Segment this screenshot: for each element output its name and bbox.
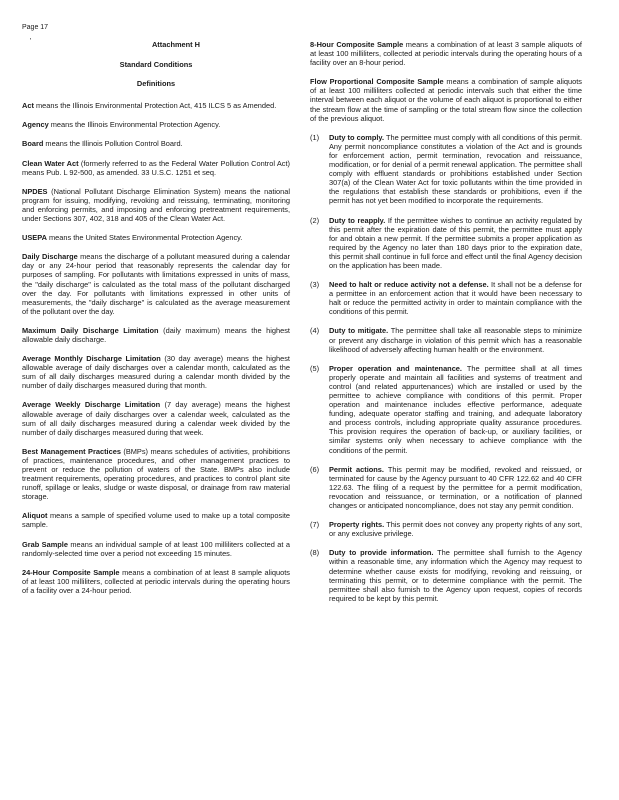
definition-paragraph: [22, 139, 290, 148]
definition-text: (formerly referred to as the Federal Water Pollution Control Act) means Pub. L 92-500, as amended. 33 U.S.C. 1251 et seq.: [22, 158, 290, 177]
condition-title: Duty to reapply.: [329, 215, 386, 225]
definition-paragraph: [22, 447, 290, 502]
condition-number: (8): [310, 548, 320, 558]
definition-term: 8-Hour Composite Sample: [310, 40, 404, 49]
condition-number: (6): [310, 464, 320, 474]
page-mark: ': [30, 38, 32, 45]
definition-text: (BMPs) means schedules of activities, prohibitions of practices, maintenance procedures, and other management practices to prevent or reduce the pollution of waters of the State. BMPs also include treatment requirements, operating procedures, and practices to control plant site runoff, spillage or leaks, sludge or waste disposal, or drainage from raw material storage.: [22, 446, 290, 502]
definition-text: means a combination of at least 8 sample aliquots of at least 100 milliliters, collected at periodic intervals during the operating hours of a facility over a 24-hour period.: [22, 567, 290, 595]
condition-title: Duty to comply.: [329, 132, 384, 142]
condition-title: Duty to mitigate.: [329, 326, 389, 336]
definition-term: 24-Hour Composite Sample: [22, 567, 120, 577]
definitions-list: [22, 101, 290, 595]
definition-paragraph: [22, 120, 290, 129]
condition-item: [310, 465, 582, 510]
condition-item: [310, 548, 582, 603]
condition-text: The permittee shall at all times properly operate and maintain all facilities and systems of treatment and control (and related appurtenances) which are installed or used by the permittee to achieve compliance with conditions of this permit. Proper operation and maintenance includes effective performance, adequate funding, adequate operator staffing and training, and adequate laboratory and process controls, including appropriate quality assurance procedures. This provision requires the operation of back-up, or auxiliary facilities, or similar systems only when necessary to achieve compliance with the conditions of the permit.: [329, 363, 582, 455]
definition-text: means a combination of sample aliquots of at least 100 milliliters collected at periodic intervals such that either the time interval between each aliquot or the volume of each aliquot is proportional to either the stream flow at the time of sampling or the total stream flow since the collection of the previous aliquot.: [310, 77, 582, 123]
definition-text: means the Illinois Pollution Control Board.: [43, 139, 183, 149]
condition-number: (1): [310, 132, 320, 142]
attachment-heading: Attachment H: [151, 40, 201, 49]
definition-term: Aliquot: [22, 511, 48, 521]
definition-term: Clean Water Act: [22, 158, 79, 168]
condition-text: This permit may be modified, revoked and reissued, or terminated for cause by the Agency pursuant to 40 CFR 122.62 and 40 CFR 122.63. The filing of a request by the permittee for a permit modification, revocation and reissuance, or termination, or a notification of planned changes or anticipated noncompliance, does not stay any permit condition.: [329, 464, 582, 511]
definition-paragraph: [310, 77, 582, 122]
condition-text: If the permittee wishes to continue an activity regulated by this permit after the expiration date of this permit, the permittee must apply for and obtain a new permit. If the permittee submits a proper application as required by the Agency no later than 180 days prior to the expiration date, this permit shall continue in full force and effect until the final Agency decision on the application has been made.: [329, 215, 582, 270]
condition-item: [310, 133, 582, 206]
definition-term: Best Management Practices: [22, 446, 121, 456]
condition-text: This permit does not convey any property rights of any sort, or any exclusive privilege.: [329, 520, 582, 539]
definition-term: Act: [22, 101, 34, 111]
condition-item: [310, 326, 582, 353]
condition-text: The permittee must comply with all conditions of this permit. Any permit noncompliance constitutes a violation of the Act and is grounds for enforcement action, permit termination, revocation and reissuance, modification, or for denial of a permit renewal application. The permittee shall comply with effluent standards or prohibitions established under Section 307(a) of the Clean Water Act for toxic pollutants within the time provided in the regulations that establish these standards or prohibitions, even if the permit has not yet been modified to incorporate the requirements.: [329, 132, 582, 206]
condition-number: (7): [310, 520, 320, 530]
condition-title: Need to halt or reduce activity not a defense.: [329, 280, 489, 290]
definition-term: Board: [22, 139, 44, 149]
condition-number: (2): [310, 215, 320, 225]
condition-title: Proper operation and maintenance.: [329, 363, 462, 373]
page-number: Page 17: [22, 24, 49, 31]
condition-item: [310, 364, 582, 455]
condition-item: [310, 280, 582, 316]
right-column: [310, 40, 582, 613]
definition-text: (7 day average) means the highest allowable average of daily discharges over a calendar week, calculated as the sum of all daily discharges measured during a calendar week divided by the number of daily discharges measured during that week.: [22, 400, 290, 437]
definition-term: Agency: [22, 120, 49, 130]
definition-term: USEPA: [22, 233, 47, 243]
definitions-heading: Definitions: [136, 79, 176, 89]
left-column: [22, 40, 290, 605]
condition-title: Permit actions.: [329, 464, 384, 474]
definition-text: means a sample of specified volume used to make up a total composite sample.: [22, 511, 290, 530]
definition-text: means an individual sample of at least 100 milliliters collected at a randomly-selected time over a period not exceeding 15 minutes.: [22, 539, 290, 558]
definition-term: Grab Sample: [22, 539, 68, 549]
definitions-list-continued: [310, 40, 582, 123]
definition-text: (daily maximum) means the highest allowable daily discharge.: [22, 325, 290, 344]
condition-title: Property rights.: [329, 520, 385, 530]
condition-number: (5): [310, 363, 320, 373]
definition-paragraph: [310, 40, 582, 67]
definition-paragraph: [22, 187, 290, 223]
condition-number: (4): [310, 326, 320, 336]
definition-text: means the Illinois Environmental Protection Agency.: [48, 120, 221, 130]
definition-text: means the United States Environmental Protection Agency.: [46, 233, 243, 243]
definition-term: Maximum Daily Discharge Limitation: [22, 325, 159, 335]
definition-term: Average Monthly Discharge Limitation: [22, 354, 161, 364]
definition-paragraph: [22, 354, 290, 390]
definition-text: means the Illinois Environmental Protection Act, 415 ILCS 5 as Amended.: [33, 101, 277, 111]
condition-item: [310, 216, 582, 271]
definition-paragraph: [22, 540, 290, 558]
definition-text: means the discharge of a pollutant measured during a calendar day or any 24-hour period that reasonably represents the calendar day for purposes of sampling. For pollutants with limitations expressed in units of mass, the "daily discharge" is calculated as the total mass of the pollutant discharged over the day. For pollutants with limitations expressed in other units of measurements, the "daily discharge" is calculated as the average measurement of the pollutant over the day.: [22, 252, 290, 316]
definition-text: (30 day average) means the highest allowable average of daily discharges over a calendar month, calculated as the sum of all daily discharges measured during a calendar month divided by the number of daily discharges measured during that month.: [22, 354, 290, 391]
definition-paragraph: [22, 159, 290, 177]
condition-text: The permittee shall take all reasonable steps to minimize or prevent any discharge in violation of this permit which has a reasonable likelihood of adversely affecting human health or the environment.: [329, 326, 582, 354]
definition-paragraph: [22, 568, 290, 595]
definition-paragraph: [22, 233, 290, 242]
condition-title: Duty to provide information.: [329, 548, 434, 558]
definition-term: Daily Discharge: [22, 252, 78, 262]
standard-conditions-heading: Standard Conditions: [119, 60, 193, 70]
definition-term: Flow Proportional Composite Sample: [310, 77, 444, 87]
condition-item: [310, 520, 582, 538]
conditions-list: [310, 133, 582, 603]
definition-paragraph: [22, 326, 290, 344]
definition-paragraph: [22, 252, 290, 316]
definition-text: means a combination of at least 3 sample aliquots of at least 100 milliliters, collected at periodic intervals during the operating hours of a facility over an 8-hour period.: [310, 40, 582, 68]
definition-paragraph: [22, 400, 290, 436]
definition-term: Average Weekly Discharge Limitation: [22, 400, 161, 410]
definition-paragraph: [22, 511, 290, 529]
condition-text: The permittee shall furnish to the Agency within a reasonable time, any information which the Agency may request to determine whether cause exists for modifying, revoking and reissuing, or terminating this permit, or to determine compliance with the permit. The permittee shall also furnish to the Agency upon request, copies of records required to be kept by this permit.: [329, 548, 582, 603]
definition-term: NPDES: [22, 186, 48, 196]
condition-text: It shall not be a defense for a permittee in an enforcement action that it would have been necessary to halt or reduce the permitted activity in order to maintain compliance with the conditions of this permit.: [329, 280, 583, 317]
condition-number: (3): [310, 280, 320, 290]
definition-paragraph: [22, 101, 290, 110]
definition-text: (National Pollutant Discharge Elimination System) means the national program for issuing, modifying, revoking and reissuing, terminating, monitoring and enforcing permits, and imposing and enforcing pretreatment requirements, under Sections 307, 402, 318 and 405 of the Clean Water Act.: [22, 186, 290, 224]
